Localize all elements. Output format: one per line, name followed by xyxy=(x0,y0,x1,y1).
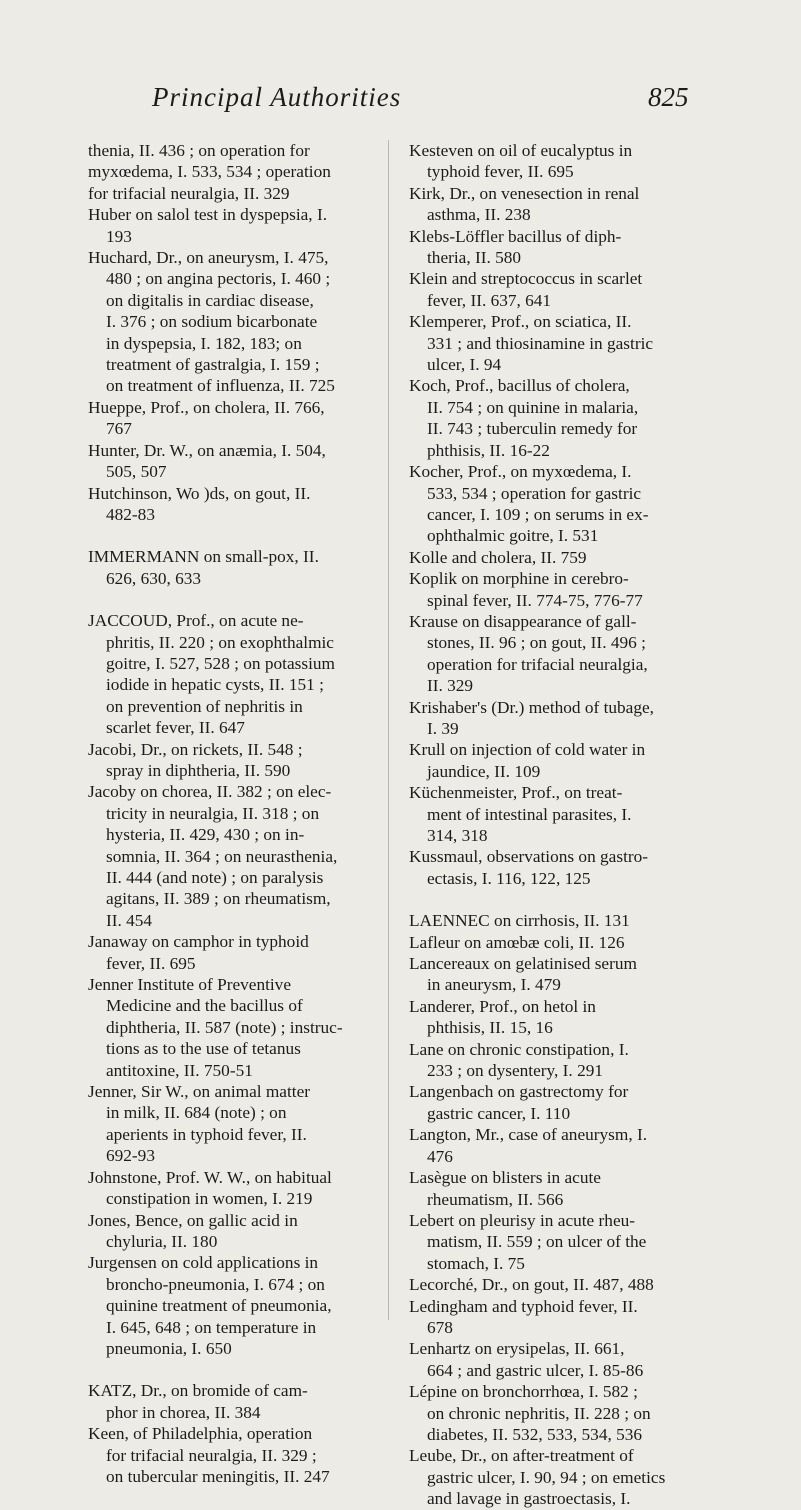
index-entry: Kussmaul, observations on gastro- ectasis, I. 116, 122, 125 xyxy=(409,847,649,888)
index-entry: Langton, Mr., case of aneurysm, I. 476 xyxy=(409,1125,648,1166)
index-entry: Jenner, Sir W., on animal matter in milk, II. 684 (note) ; on aperients in typhoid fever, II. 692-93 xyxy=(88,1082,310,1166)
index-entry: Krause on disappearance of gall- stones, II. 96 ; on gout, II. 496 ; operation for trifacial neuralgia, II. 329 xyxy=(409,611,648,696)
index-entry: Kesteven on oil of eucalyptus in typhoid fever, II. 695 xyxy=(409,141,633,182)
index-entry: Huber on salol test in dyspepsia, I. 193 xyxy=(88,205,328,246)
index-entry: Jacobi, Dr., on rickets, II. 548 ; spray in diphtheria, II. 590 xyxy=(88,739,303,780)
index-entry: Ledingham and typhoid fever, II. 678 xyxy=(409,1296,638,1337)
index-entry: Lecorché, Dr., on gout, II. 487, 488 xyxy=(409,1275,654,1295)
index-entry: Krishaber's (Dr.) method of tubage, I. 39 xyxy=(409,697,654,738)
index-entry: Landerer, Prof., on hetol in phthisis, II. 15, 16 xyxy=(409,996,596,1038)
index-entry: thenia, II. 436 ; on operation for myxœdema, I. 533, 534 ; operation for trifacial neuralgia, II. 329 xyxy=(88,141,331,203)
index-entry: Lancereaux on gelatinised serum in aneurysm, I. 479 xyxy=(409,954,637,995)
running-title: Principal Authorities xyxy=(152,82,402,112)
index-entry: Lasègue on blisters in acute rheumatism, II. 566 xyxy=(409,1168,601,1209)
index-entry: Koplik on morphine in cerebro- spinal fever, II. 774-75, 776-77 xyxy=(409,569,643,610)
index-entry: Klein and streptococcus in scarlet fever, II. 637, 641 xyxy=(409,269,643,310)
page-header xyxy=(0,82,801,122)
index-entry: Jenner Institute of Preventive Medicine and the bacillus of diphtheria, II. 587 (note) ; instruc- tions as to the use of tetanus antitoxine, II. 750-51 xyxy=(88,975,343,1080)
index-entry: Krull on injection of cold water in jaundice, II. 109 xyxy=(409,740,646,781)
index-entry: Lenhartz on erysipelas, II. 661, 664 ; and gastric ulcer, I. 85-86 xyxy=(409,1339,644,1380)
index-entry: Koch, Prof., bacillus of cholera, II. 754 ; on quinine in malaria, II. 743 ; tuberculin remedy for phthisis, II. 16-22 xyxy=(409,376,639,460)
index-entry: Lafleur on amœbæ coli, II. 126 xyxy=(409,932,625,952)
column-divider xyxy=(388,140,389,1320)
page-number: 825 xyxy=(648,82,689,112)
index-entry: Keen, of Philadelphia, operation for trifacial neuralgia, II. 329 ; on tubercular meningitis, II. 247 xyxy=(88,1424,330,1486)
index-entry: Hueppe, Prof., on cholera, II. 766, 767 xyxy=(88,397,325,439)
index-entry: JACCOUD, Prof., on acute ne- phritis, II. 220 ; on exophthalmic goitre, I. 527, 528 ; on potassium iodide in hepatic cysts, II. 151 ; on prevention of nephritis in scarlet fever, II. 647 xyxy=(88,611,335,738)
index-entry: Kolle and cholera, II. 759 xyxy=(409,547,587,567)
index-entry: Kocher, Prof., on myxœdema, I. 533, 534 ; operation for gastric cancer, I. 109 ; on serums in ex- ophthalmic goitre, I. 531 xyxy=(409,462,649,546)
index-entry: Lane on chronic constipation, I. 233 ; on dysentery, I. 291 xyxy=(409,1039,629,1081)
index-entry: Langenbach on gastrectomy for gastric cancer, I. 110 xyxy=(409,1082,629,1123)
index-column-right xyxy=(409,140,714,1510)
index-entry: Leube, Dr., on after-treatment of gastric ulcer, I. 90, 94 ; on emetics and lavage in gastroectasis, I. xyxy=(409,1446,666,1509)
index-entry: Jacoby on chorea, II. 382 ; on elec- tricity in neuralgia, II. 318 ; on hysteria, II. 429, 430 ; on in- somnia, II. 364 ; on neurasthenia, II. 444 (and note) ; on paralysis agitans, II. 389 ; on rheumatism, II. 454 xyxy=(88,782,338,930)
index-entry: Küchenmeister, Prof., on treat- ment of intestinal parasites, I. 314, 318 xyxy=(409,783,632,845)
index-entry: Lépine on bronchorrhœa, I. 582 ; on chronic nephritis, II. 228 ; on diabetes, II. 532, 533, 534, 536 xyxy=(409,1382,651,1444)
index-entry: Lebert on pleurisy in acute rheu- matism, II. 559 ; on ulcer of the stomach, I. 75 xyxy=(409,1210,647,1273)
index-entry: Jurgensen on cold applications in broncho-pneumonia, I. 674 ; on quinine treatment of pneumonia, I. 645, 648 ; on temperature in pneumonia, I. 650 xyxy=(88,1253,332,1358)
index-entry: KATZ, Dr., on bromide of cam- phor in chorea, II. 384 xyxy=(88,1381,308,1422)
index-entry: Klebs-Löffler bacillus of diph- theria, II. 580 xyxy=(409,226,622,268)
index-entry: Hunter, Dr. W., on anæmia, I. 504, 505, 507 xyxy=(88,440,326,482)
index-entry: Jones, Bence, on gallic acid in chyluria, II. 180 xyxy=(88,1210,298,1251)
index-entry: Huchard, Dr., on aneurysm, I. 475, 480 ; on angina pectoris, I. 460 ; on digitalis in cardiac disease, I. 376 ; on sodium bicarbonate in dyspepsia, I. 182, 183; on treatment of gastralgia, I. 159 ; on treatment of influenza, II. 725 xyxy=(88,248,335,396)
index-entry: Klemperer, Prof., on sciatica, II. 331 ; and thiosinamine in gastric ulcer, I. 94 xyxy=(409,312,654,375)
index-entry: LAENNEC on cirrhosis, II. 131 xyxy=(409,911,630,931)
index-entry: IMMERMANN on small-pox, II. 626, 630, 633 xyxy=(88,547,319,588)
index-entry: Janaway on camphor in typhoid fever, II. 695 xyxy=(88,932,309,973)
index-entry: Hutchinson, Wo )ds, on gout, II. 482-83 xyxy=(88,483,311,524)
index-entry: Kirk, Dr., on venesection in renal asthma, II. 238 xyxy=(409,183,640,225)
index-column-left xyxy=(88,140,378,1487)
index-entry: Johnstone, Prof. W. W., on habitual constipation in women, I. 219 xyxy=(88,1167,332,1209)
